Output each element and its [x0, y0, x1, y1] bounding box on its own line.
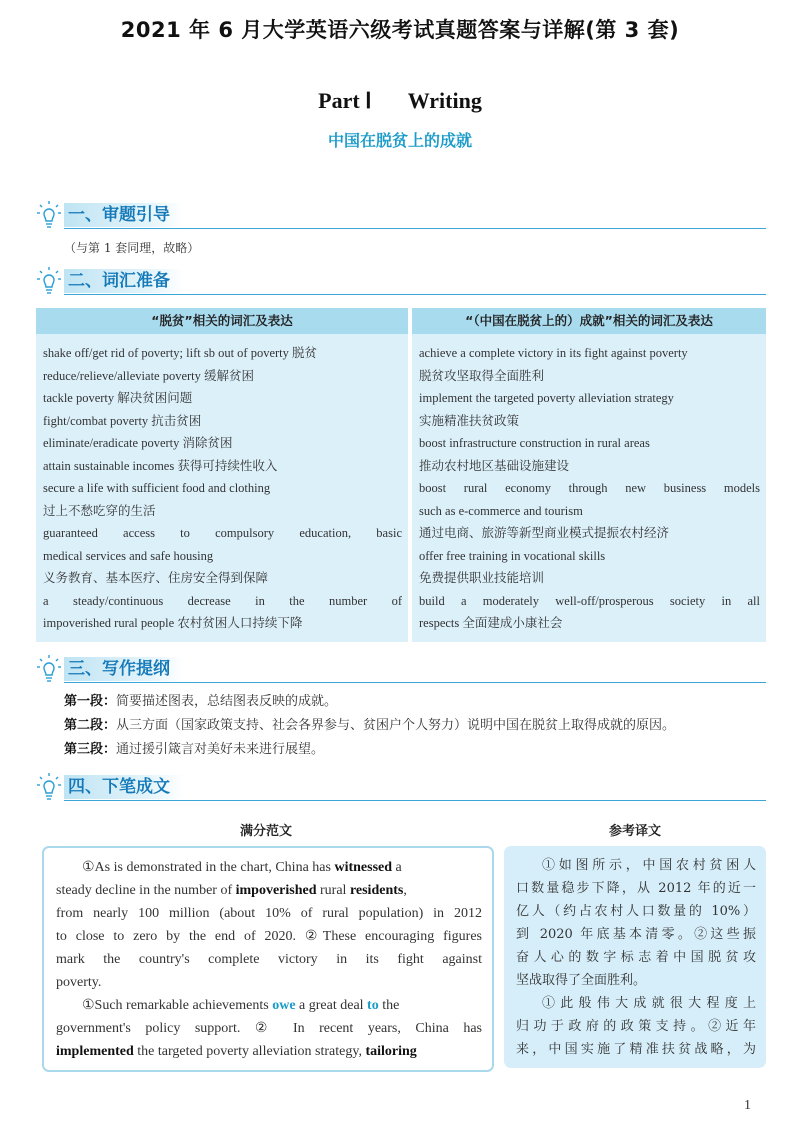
vocab-header-left: “脱贫”相关的词汇及表达: [36, 308, 408, 334]
keyword: implemented: [56, 1044, 134, 1059]
outline-item: [64, 739, 774, 761]
vocab-item: secure a life with sufficient food and clothing: [43, 481, 271, 495]
vocab-item: a steady/continuous decrease in the number of: [43, 593, 402, 608]
section-title: 四、下笔成文: [64, 775, 184, 799]
section-rule: [64, 682, 766, 683]
vocab-item: 推动农村地区基础设施建设: [419, 458, 570, 473]
vocab-item: 实施精准扶贫政策: [419, 413, 520, 428]
outline-label: 第二段：: [64, 718, 117, 733]
essay-line: to close to zero by the end of 2020. ②These encouraging figures: [56, 929, 482, 944]
vocab-header-right: “（中国在脱贫上的）成就”相关的词汇及表达: [412, 308, 766, 334]
part-name: Writing: [407, 88, 482, 113]
vocab-item: implement the targeted poverty alleviation strategy: [419, 391, 674, 405]
vocab-item: offer free training in vocational skills: [419, 548, 606, 563]
vocab-table: [36, 308, 766, 642]
section-header-1: [36, 200, 766, 230]
section-title: 二、词汇准备: [64, 269, 184, 293]
vocab-column-left: [36, 308, 408, 642]
lightbulb-icon: [36, 266, 64, 296]
vocab-item: attain sustainable incomes 获得可持续性收入: [43, 458, 278, 473]
model-essay-title: 满分范文: [239, 824, 292, 839]
vocab-item: reduce/relieve/alleviate poverty 缓解贫困: [43, 368, 255, 383]
vocab-item: 义务教育、基本医疗、住房安全得到保障: [43, 571, 269, 585]
outline-text: 通过援引箴言对美好未来进行展望。: [116, 742, 325, 757]
page-title: 2021 年 6 月大学英语六级考试真题答案与详解(第 3 套): [120, 18, 680, 42]
translation-line: 亿人（约占农村人口数量的 10%）: [516, 904, 756, 919]
keyword-highlight: to: [367, 998, 379, 1013]
vocab-item: eliminate/eradicate poverty 消除贫困: [43, 436, 233, 450]
outline-label: 第一段：: [64, 694, 117, 709]
vocab-list-left: [43, 342, 402, 635]
translation-title: 参考译文: [608, 824, 661, 839]
vocab-item: 过上不愁吃穿的生活: [43, 503, 156, 518]
section-1-text: （与第 1 套同理，故略）: [64, 241, 200, 255]
section-rule: [64, 800, 766, 801]
vocab-item: boost infrastructure construction in rural areas: [419, 436, 650, 450]
essay-line: implemented the targeted poverty alleviation strategy, tailoring: [56, 1044, 417, 1059]
vocab-item: respects 全面建成小康社会: [419, 616, 563, 630]
page-number: 1: [744, 1098, 751, 1113]
keyword: tailoring: [365, 1044, 417, 1059]
lightbulb-icon: [36, 654, 64, 684]
section-rule: [64, 228, 766, 229]
vocab-item: build a moderately well-off/prosperous society in all: [419, 593, 760, 608]
translation-line: 奋人心的数字标志着中国脱贫攻: [516, 950, 756, 965]
section-header-4: [36, 772, 766, 802]
outline-text: 从三方面（国家政策支持、社会各界参与、贫困户个人努力）说明中国在脱贫上取得成就的原因。: [116, 718, 676, 733]
vocab-item: fight/combat poverty 抗击贫困: [43, 413, 202, 428]
essay-line: government's policy support. ② In recent years, China has: [56, 1021, 482, 1036]
essay-line: steady decline in the number of impoverished rural residents,: [56, 883, 407, 898]
vocab-item: such as e-commerce and tourism: [419, 503, 583, 518]
vocab-item: guaranteed access to compulsory education, basic: [43, 526, 402, 540]
vocab-item: 脱贫攻坚取得全面胜利: [419, 368, 545, 383]
keyword-highlight: owe: [272, 998, 296, 1013]
lightbulb-icon: [36, 772, 64, 802]
translation-box: [504, 846, 766, 1068]
lightbulb-icon: [36, 200, 64, 230]
vocab-item: impoverished rural people 农村贫困人口持续下降: [43, 616, 303, 630]
essay-line: ①Such remarkable achievements owe a great deal to the: [82, 998, 400, 1013]
part-heading: [0, 88, 800, 114]
section-rule: [64, 294, 766, 295]
vocab-item: 通过电商、旅游等新型商业模式提振农村经济: [419, 526, 670, 540]
translation-line: ①此般伟大成就很大程度上: [542, 996, 756, 1011]
section-header-2: [36, 266, 766, 296]
vocab-column-right: [412, 308, 766, 642]
vocab-item: shake off/get rid of poverty; lift sb out of poverty 脱贫: [43, 346, 318, 360]
translation-line: 归功于政府的政策支持。②近年: [516, 1019, 756, 1034]
outline-item: [64, 691, 774, 713]
translation-line: ①如图所示，中国农村贫困人: [542, 858, 756, 873]
vocab-list-right: [419, 342, 760, 635]
translation-line: 来，中国实施了精准扶贫战略，为: [516, 1042, 756, 1057]
vocab-item: boost rural economy through new business models: [419, 481, 760, 495]
vocab-item: achieve a complete victory in its fight against poverty: [419, 346, 688, 360]
translation-line: 坚战取得了全面胜利。: [516, 973, 647, 988]
keyword: witnessed: [334, 860, 393, 875]
essay-line: mark the country's complete victory in its fight against: [56, 952, 482, 967]
section-header-3: [36, 654, 766, 684]
section-title: 一、审题引导: [64, 203, 184, 227]
outline-text: 简要描述图表，总结图表反映的成就。: [116, 694, 338, 709]
translation-line: 到 2020 年底基本清零。②这些振: [516, 927, 756, 942]
essay-line: ①As is demonstrated in the chart, China has witnessed a: [82, 860, 402, 875]
translation-line: 口数量稳步下降，从 2012 年的近一: [516, 881, 756, 896]
outline-item: [64, 715, 774, 737]
model-essay-box: [42, 846, 494, 1072]
section-title: 三、写作提纲: [64, 657, 184, 681]
essay-line: poverty.: [56, 975, 102, 990]
vocab-item: medical services and safe housing: [43, 548, 214, 563]
outline-label: 第三段：: [64, 742, 117, 757]
vocab-item: tackle poverty 解决贫困问题: [43, 391, 193, 405]
part-label: Part Ⅰ: [318, 88, 372, 113]
keyword: residents: [349, 883, 404, 898]
vocab-item: 免费提供职业技能培训: [419, 571, 545, 585]
topic-subtitle: 中国在脱贫上的成就: [327, 131, 472, 150]
essay-line: from nearly 100 million (about 10% of rural population) in 2012: [56, 906, 482, 921]
keyword: impoverished: [235, 883, 317, 898]
